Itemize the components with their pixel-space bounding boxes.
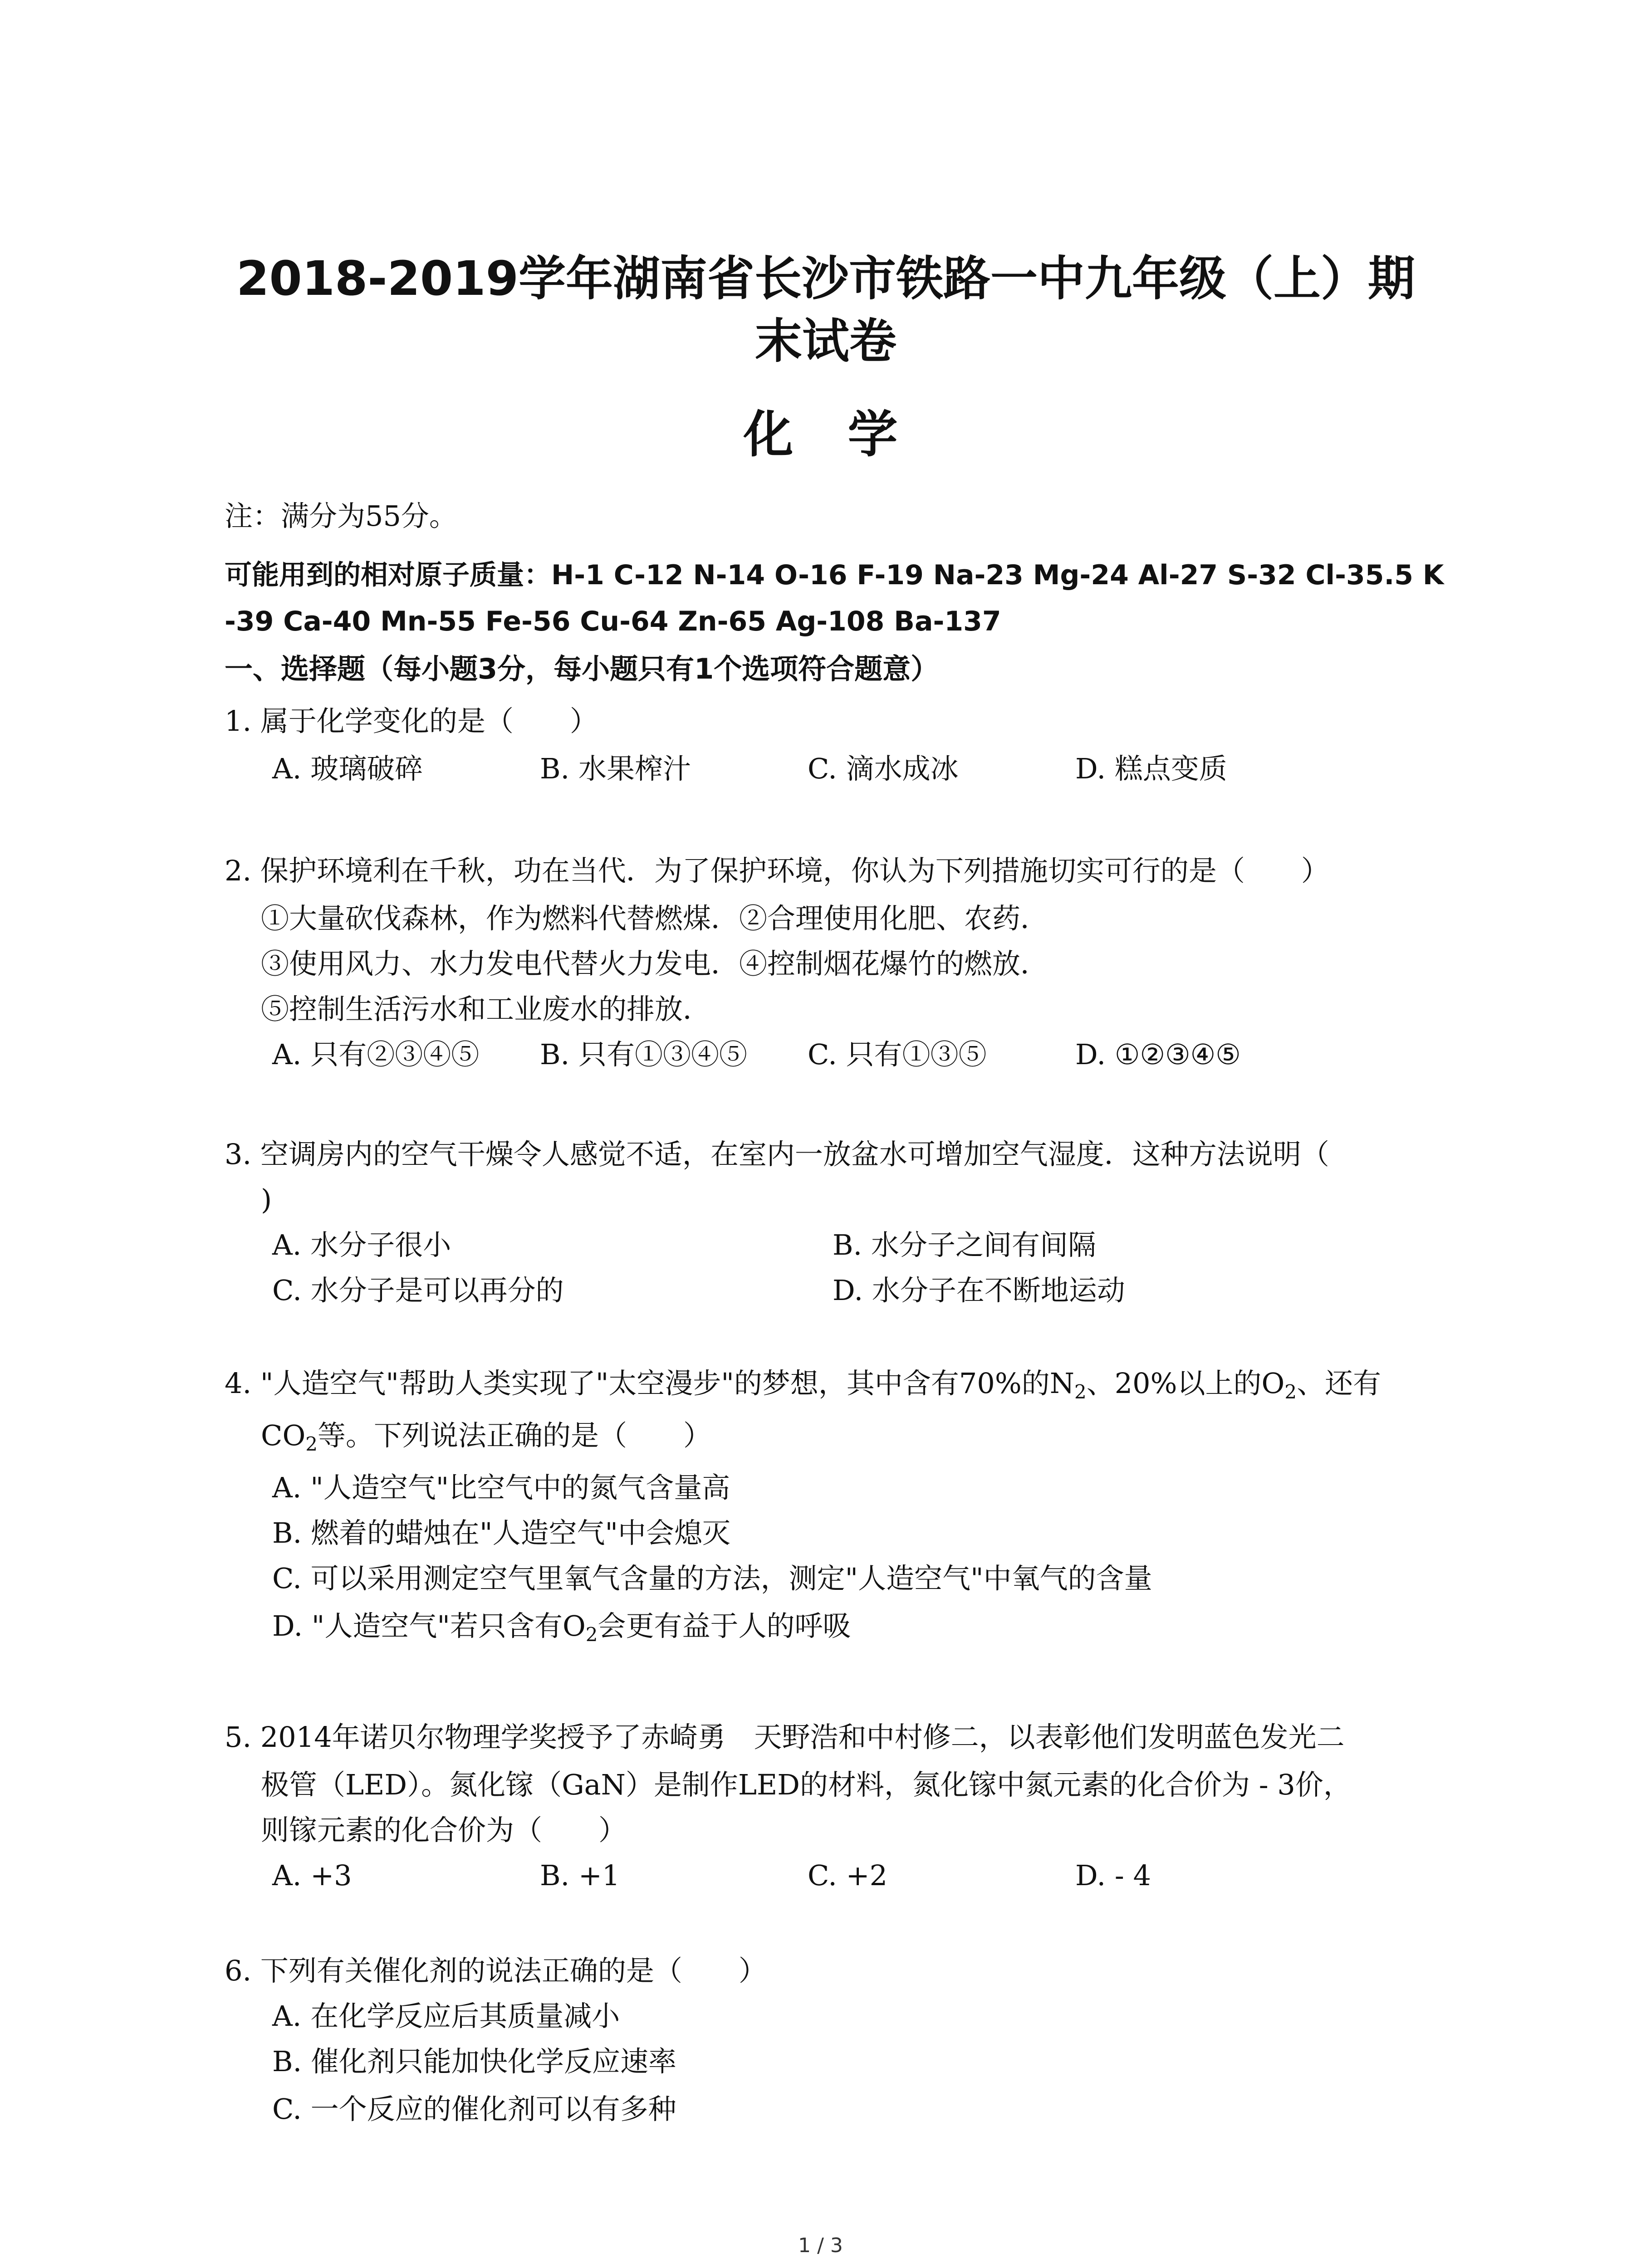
question-1-option-a: A. 玻璃破碎 [272,752,423,785]
subscript: 2 [585,1623,598,1646]
subscript: 2 [1284,1381,1297,1403]
question-2-option-a: A. 只有②③④⑤ [272,1038,480,1071]
question-1-option-c: C. 滴水成冰 [808,752,959,785]
question-6-option-c: C. 一个反应的催化剂可以有多种 [272,2092,676,2126]
section-heading: 一、选择题（每小题3分，每小题只有1个选项符合题意） [225,652,939,685]
question-6-stem: 6. 下列有关催化剂的说法正确的是（ ） [225,1954,767,1987]
atomic-masses-line-1: 可能用到的相对原子质量：H-1 C-12 N-14 O-16 F-19 Na-23 Mg-24 Al-27 S-32 Cl-35.5 K [225,559,1444,591]
question-2-option-c: C. 只有①③⑤ [808,1038,987,1071]
question-2-option-b: B. 只有①③④⑤ [540,1038,747,1071]
question-3-stem: 3. 空调房内的空气干燥令人感觉不适，在室内一放盆水可增加空气湿度．这种方法说明（ [225,1138,1329,1171]
question-4-option-b: B. 燃着的蜡烛在"人造空气"中会熄灭 [272,1516,731,1549]
question-3-option-d: D. 水分子在不断地运动 [833,1274,1125,1307]
question-4-stem-part-2: 、20%以上的O [1086,1367,1285,1400]
question-5-option-a: A. +3 [272,1859,352,1892]
question-5-option-d: D. - 4 [1075,1859,1151,1892]
question-5-option-c: C. +2 [808,1859,888,1892]
page-number: 1 / 3 [798,2234,843,2257]
question-5-stem-line-2: 极管（LED）。氮化镓（GaN）是制作LED的材料，氮化镓中氮元素的化合价为 - 3价， [261,1768,1352,1801]
question-5-option-b: B. +1 [540,1859,620,1892]
formula-co2: CO [261,1419,306,1452]
question-3-option-b: B. 水分子之间有间隔 [833,1228,1096,1261]
question-6-option-b: B. 催化剂只能加快化学反应速率 [272,2045,676,2078]
subscript: 2 [1074,1381,1087,1403]
question-4-stem-line-2-text: 等。下列说法正确的是（ ） [318,1419,712,1452]
question-1-stem: 1. 属于化学变化的是（ ） [225,704,598,738]
question-5-stem: 5. 2014年诺贝尔物理学奖授予了赤崎勇 天野浩和中村修二，以表彰他们发明蓝色发光二 [225,1721,1345,1754]
question-3-option-c: C. 水分子是可以再分的 [272,1274,564,1307]
question-5-stem-line-3: 则镓元素的化合价为（ ） [261,1813,627,1847]
question-4-stem [225,1365,1381,1410]
question-4-option-d [272,1608,851,1653]
question-4-stem-part-3: 、还有 [1297,1367,1381,1400]
question-4-option-d-part-1: D. "人造空气"若只含有O [272,1609,586,1642]
question-1-option-d: D. 糕点变质 [1075,752,1227,785]
question-4-option-d-part-2: 会更有益于人的呼吸 [598,1609,851,1642]
question-4-option-c: C. 可以采用测定空气里氧气含量的方法，测定"人造空气"中氧气的含量 [272,1562,1152,1595]
question-4-option-a: A. "人造空气"比空气中的氮气含量高 [272,1471,730,1504]
question-6-option-a: A. 在化学反应后其质量减小 [272,1999,620,2033]
exam-title-line-1: 2018-2019学年湖南省长沙市铁路一中九年级（上）期 [236,251,1416,306]
atomic-masses-line-2: -39 Ca-40 Mn-55 Fe-56 Cu-64 Zn-65 Ag-108 Ba-137 [225,606,1001,637]
question-3-option-a: A. 水分子很小 [272,1228,451,1261]
exam-title-line-2: 末试卷 [754,313,896,369]
question-2-option-d: D. ①②③④⑤ [1075,1038,1241,1071]
question-1-option-b: B. 水果榨汁 [540,752,691,785]
question-2-statement-3: ⑤控制生活污水和工业废水的排放． [261,992,711,1026]
question-2-statement-2: ③使用风力、水力发电代替火力发电．④控制烟花爆竹的燃放． [261,947,1049,980]
question-4-stem-part-1: 4. "人造空气"帮助人类实现了"太空漫步"的梦想，其中含有70%的N [225,1367,1074,1400]
subscript: 2 [305,1433,318,1455]
question-2-statement-1: ①大量砍伐森林，作为燃料代替燃煤．②合理使用化肥、农药． [261,902,1049,935]
question-2-stem: 2. 保护环境利在千秋，功在当代．为了保护环境，你认为下列措施切实可行的是（ ） [225,854,1329,887]
question-3-stem-end: ) [261,1183,272,1216]
question-4-stem-line-2 [261,1418,711,1462]
score-note: 注：满分为55分。 [225,499,457,533]
subject-heading: 化学 [743,406,952,464]
exam-title [218,247,1434,372]
